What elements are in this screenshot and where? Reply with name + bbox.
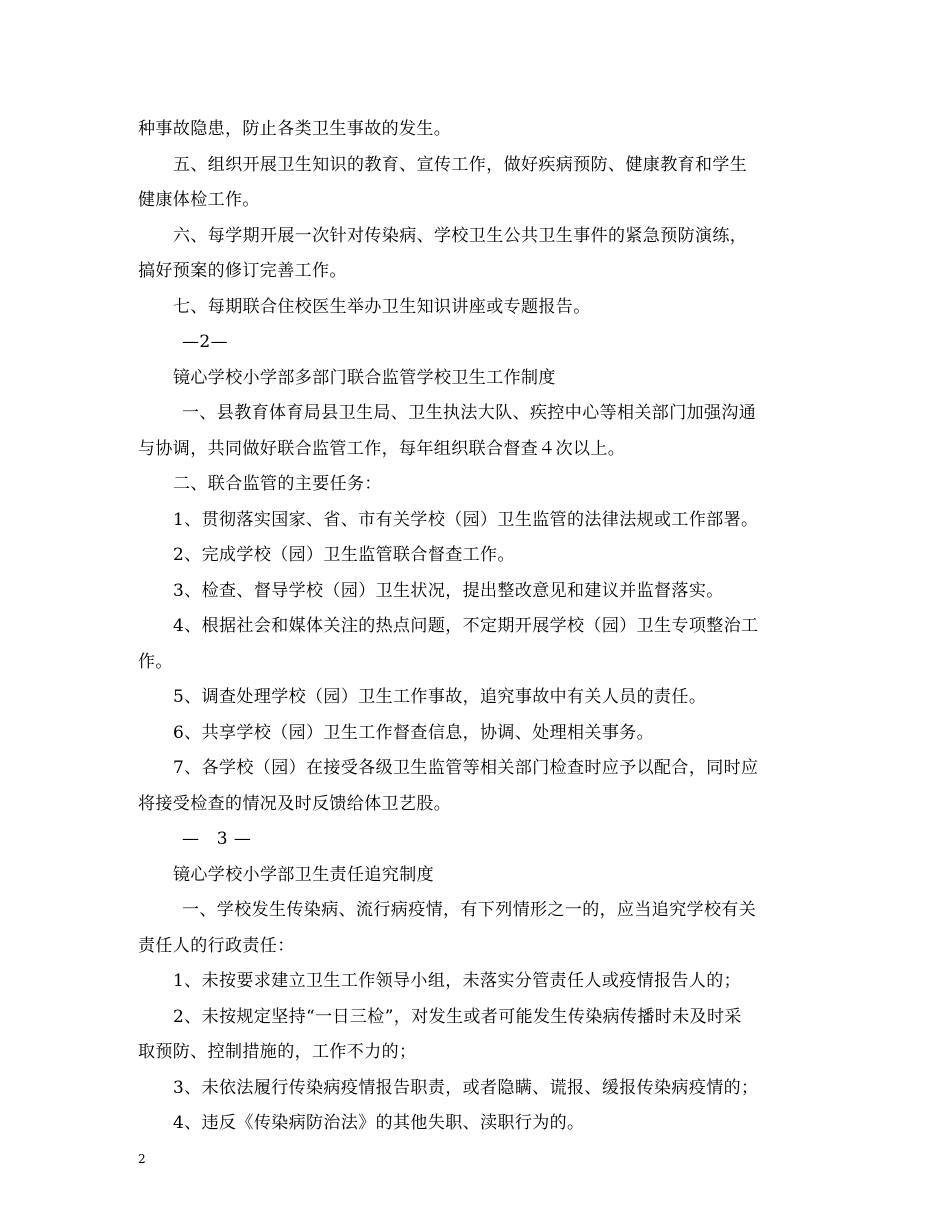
text-line: 3、未依法履行传染病疫情报告职责，或者隐瞒、谎报、缓报传染病疫情的； <box>173 1078 759 1098</box>
text-line: 1、未按要求建立卫生工作领导小组，未落实分管责任人或疫情报告人的； <box>173 971 742 991</box>
text-line: 7、各学校（园）在接受各级卫生监管等相关部门检查时应予以配合，同时应 <box>173 758 759 778</box>
text-line: 6、共享学校（园）卫生工作督查信息，协调、处理相关事务。 <box>173 723 655 743</box>
text-line: 一、学校发生传染病、流行病疫情，有下列情形之一的，应当追究学校有关 <box>182 900 757 920</box>
text-line: 种事故隐患，防止各类卫生事故的发生。 <box>138 119 452 139</box>
text-line: 2、完成学校（园）卫生监管联合督查工作。 <box>173 545 515 565</box>
text-line: 1、贯彻落实国家、省、市有关学校（园）卫生监管的法律法规或工作部署。 <box>173 510 759 530</box>
text-line: 取预防、控制措施的，工作不力的； <box>138 1042 417 1062</box>
text-line: 4、根据社会和媒体关注的热点问题，不定期开展学校（园）卫生专项整治工 <box>173 616 759 636</box>
text-line: 3、检查、督导学校（园）卫生状况，提出整改意见和建议并监督落实。 <box>173 581 724 601</box>
section-title: 镜心学校小学部卫生责任追究制度 <box>173 865 434 885</box>
text-line: 健康体检工作。 <box>138 190 260 210</box>
text-line: 4、违反《传染病防治法》的其他失职、渎职行为的。 <box>173 1113 585 1133</box>
text-line: 搞好预案的修订完善工作。 <box>138 261 347 281</box>
page-marker: —2— <box>182 332 229 352</box>
text-line: 作。 <box>138 652 173 672</box>
text-line: 五、组织开展卫生知识的教育、宣传工作，做好疾病预防、健康教育和学生 <box>173 155 748 175</box>
page-marker: — 3 — <box>182 829 252 849</box>
text-line: 与协调，共同做好联合监管工作，每年组织联合督查４次以上。 <box>138 439 626 459</box>
text-line: 二、联合监管的主要任务： <box>173 474 382 494</box>
text-line: 六、每学期开展一次针对传染病、学校卫生公共卫生事件的紧急预防演练， <box>173 226 748 246</box>
section-title: 镜心学校小学部多部门联合监管学校卫生工作制度 <box>173 368 556 388</box>
text-line: 5、调查处理学校（园）卫生工作事故，追究事故中有关人员的责任。 <box>173 687 707 707</box>
text-line: 将接受检查的情况及时反馈给体卫艺股。 <box>138 794 452 814</box>
text-line: 七、每期联合住校医生举办卫生知识讲座或专题报告。 <box>173 297 591 317</box>
text-line: 2、未按规定坚持“一日三检”，对发生或者可能发生传染病传播时未及时采 <box>173 1007 742 1027</box>
text-line: 一、县教育体育局县卫生局、卫生执法大队、疾控中心等相关部门加强沟通 <box>182 403 757 423</box>
page-number: 2 <box>138 1152 146 1166</box>
text-line: 责任人的行政责任： <box>138 936 295 956</box>
